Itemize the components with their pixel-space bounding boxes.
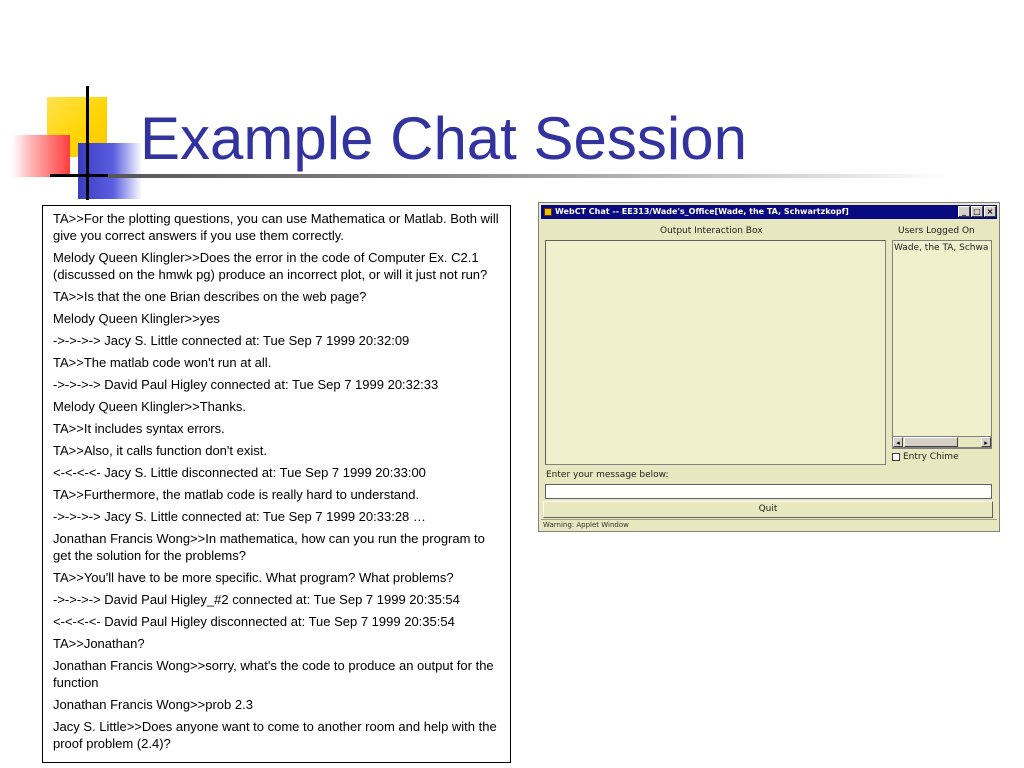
chat-line: TA>>It includes syntax errors. [53, 421, 225, 436]
scroll-right-icon[interactable]: ▸ [981, 437, 991, 447]
slide-title: Example Chat Session [140, 105, 747, 172]
chat-line: TA>>Furthermore, the matlab code is really hard to understand. [53, 487, 420, 502]
chat-applet-window [538, 202, 1000, 532]
chat-line: TA>>You'll have to be more specific. What program? What problems? [53, 570, 454, 585]
chat-transcript [42, 205, 511, 763]
minimize-button[interactable]: _ [958, 206, 970, 217]
users-logged-on-list[interactable] [892, 240, 992, 449]
transcript-list [43, 206, 510, 752]
chat-line: Jonathan Francis Wong>>prob 2.3 [53, 697, 253, 712]
window-controls [958, 206, 996, 217]
applet-titlebar[interactable] [541, 205, 997, 219]
scroll-left-icon[interactable]: ◂ [893, 437, 903, 447]
user-item[interactable]: Wade, the TA, Schwa [894, 243, 989, 253]
chat-line: ->->->-> Jacy S. Little connected at: Tue Sep 7 1999 20:32:09 [53, 333, 410, 348]
chat-line: Jonathan Francis Wong>>In mathematica, how can you run the program to get the solution for the problems? [53, 531, 485, 563]
output-interaction-box[interactable] [545, 240, 886, 465]
chat-line: Jacy S. Little>>Does anyone want to come to another room and help with the proof problem (2.4)? [53, 719, 497, 751]
applet-title: WebCT Chat -- EE313/Wade's_Office[Wade, the TA, Schwartzkopf] [555, 207, 849, 216]
chat-line: ->->->-> David Paul Higley_#2 connected at: Tue Sep 7 1999 20:35:54 [53, 592, 460, 607]
chat-line: TA>>Jonathan? [53, 636, 145, 651]
app-icon [544, 208, 552, 216]
chat-line: TA>>For the plotting questions, you can use Mathematica or Matlab. Both will give you correct answers if you use them correctly. [53, 211, 499, 243]
chat-line: Melody Queen Klingler>>yes [53, 311, 220, 326]
close-button[interactable]: × [984, 206, 996, 217]
chat-line: <-<-<-<- Jacy S. Little disconnected at: Tue Sep 7 1999 20:33:00 [53, 465, 426, 480]
message-label: Enter your message below: [546, 470, 669, 480]
chat-line: TA>>Is that the one Brian describes on the web page? [53, 289, 367, 304]
chat-line: Melody Queen Klingler>>Does the error in the code of Computer Ex. C2.1 (discussed on the hmwk pg) produce an incorrect plot, or will it just not run? [53, 250, 488, 282]
message-input[interactable] [545, 484, 992, 499]
entry-chime-checkbox[interactable] [892, 452, 959, 462]
chat-line: ->->->-> Jacy S. Little connected at: Tue Sep 7 1999 20:33:28 … [53, 509, 426, 524]
title-underline [108, 174, 948, 178]
users-box-label: Users Logged On [898, 226, 975, 236]
chat-line: Jonathan Francis Wong>>sorry, what's the code to produce an output for the function [53, 658, 494, 690]
entry-chime-label: Entry Chime [903, 452, 959, 462]
chat-line: <-<-<-<- David Paul Higley disconnected at: Tue Sep 7 1999 20:35:54 [53, 614, 455, 629]
logo-vertical-line [86, 86, 89, 200]
checkbox-icon[interactable] [892, 453, 900, 461]
chat-line: TA>>Also, it calls function don't exist. [53, 443, 267, 458]
chat-line: ->->->-> David Paul Higley connected at: Tue Sep 7 1999 20:32:33 [53, 377, 439, 392]
chat-line: Melody Queen Klingler>>Thanks. [53, 399, 246, 414]
quit-button[interactable]: Quit [543, 501, 993, 518]
maximize-button[interactable]: □ [971, 206, 983, 217]
applet-status-bar: Warning: Applet Window [541, 519, 997, 531]
scrollbar-thumb[interactable] [904, 437, 958, 447]
logo-red-square [12, 135, 70, 177]
chat-line: TA>>The matlab code won't run at all. [53, 355, 272, 370]
users-horizontal-scrollbar[interactable] [892, 436, 992, 448]
output-box-label: Output Interaction Box [660, 226, 763, 236]
